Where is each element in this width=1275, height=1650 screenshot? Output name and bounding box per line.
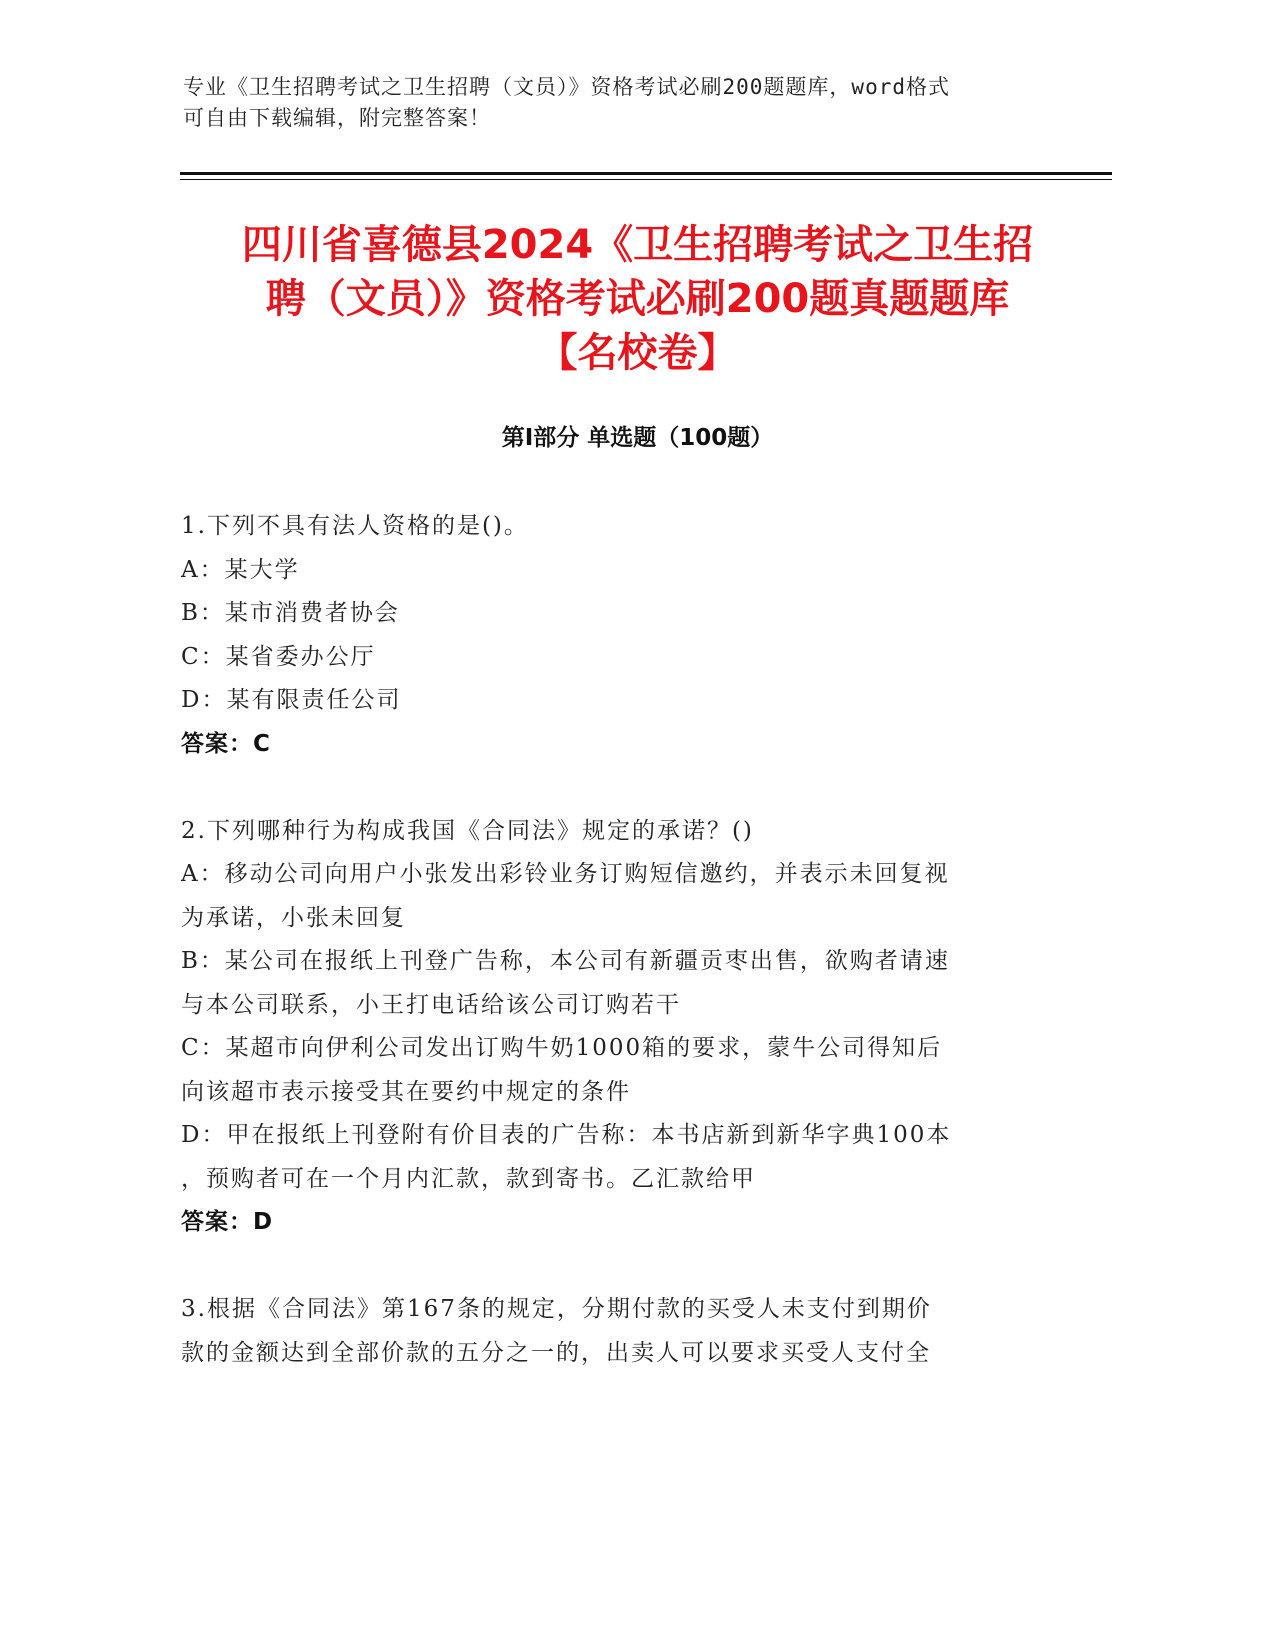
spacer <box>181 1245 1051 1289</box>
header-note <box>183 72 1063 134</box>
option-c-continued: 向该超市表示接受其在要约中规定的条件 <box>181 1078 631 1105</box>
section-title: 第Ⅰ部分 单选题（100题） <box>501 425 774 451</box>
document-title <box>150 218 1125 380</box>
question-stem: 2.下列哪种行为构成我国《合同法》规定的承诺？() <box>181 817 754 844</box>
question-2 <box>181 810 1051 1245</box>
spacer <box>181 766 1051 810</box>
option-d: D：甲在报纸上刊登附有价目表的广告称：本书店新到新华字典100本 <box>181 1122 952 1148</box>
option-a: A：某大学 <box>181 556 300 583</box>
question-list <box>181 505 1051 1375</box>
header-divider-thin <box>180 179 1112 180</box>
question-3 <box>181 1288 1051 1375</box>
header-divider <box>180 172 1112 175</box>
header-note-line: 专业《卫生招聘考试之卫生招聘（文员）》资格考试必刷200题题库，word格式 <box>183 75 950 99</box>
option-b-continued: 与本公司联系，小王打电话给该公司订购若干 <box>181 991 681 1018</box>
answer: 答案：D <box>181 1209 274 1235</box>
question-stem: 1.下列不具有法人资格的是()。 <box>181 513 529 539</box>
answer: 答案：C <box>181 730 271 757</box>
option-b: B：某公司在报纸上刊登广告称，本公司有新疆贡枣出售，欲购者请速 <box>181 948 950 974</box>
title-line: 【名校卷】 <box>537 330 738 376</box>
question-stem-continued: 款的金额达到全部价款的五分之一的，出卖人可以要求买受人支付全 <box>181 1339 931 1366</box>
title-line: 四川省喜德县2024《卫生招聘考试之卫生招 <box>241 222 1034 268</box>
option-d: D：某有限责任公司 <box>181 687 402 713</box>
option-c: C：某省委办公厅 <box>181 643 376 670</box>
question-1 <box>181 505 1051 766</box>
option-a: A：移动公司向用户小张发出彩铃业务订购短信邀约，并表示未回复视 <box>181 861 950 887</box>
option-d-continued: ，预购者可在一个月内汇款，款到寄书。乙汇款给甲 <box>181 1165 756 1192</box>
option-a-continued: 为承诺，小张未回复 <box>181 904 406 931</box>
header-note-line: 可自由下载编辑，附完整答案！ <box>183 106 491 130</box>
option-c: C：某超市向伊利公司发出订购牛奶1000箱的要求，蒙牛公司得知后 <box>181 1035 943 1061</box>
title-line: 聘（文员）》资格考试必刷200题真题题库 <box>265 276 1010 322</box>
option-b: B：某市消费者协会 <box>181 600 400 626</box>
question-stem: 3.根据《合同法》第167条的规定，分期付款的买受人未支付到期价 <box>181 1296 932 1322</box>
